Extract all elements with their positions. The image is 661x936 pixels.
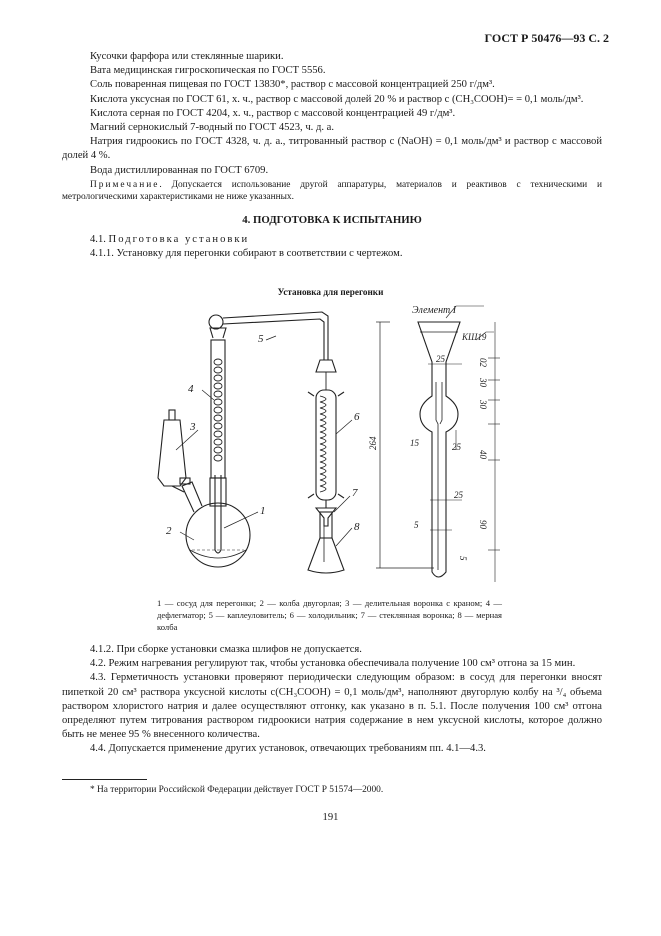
label-1: 1 <box>260 505 266 517</box>
glass-funnel <box>316 508 336 526</box>
label-5: 5 <box>258 333 264 345</box>
dephlegmator <box>210 328 226 478</box>
element-label: Элемент I <box>412 305 457 316</box>
paragraph-4-2: 4.2. Режим нагревания регулируют так, чтобы установка обеспечивала получение 100 см³ отгона за 15 мин. <box>90 658 576 670</box>
page-header: ГОСТ Р 50476—93 С. 2 <box>484 31 609 45</box>
label-2: 2 <box>166 525 172 537</box>
drip-catcher <box>209 312 328 360</box>
note-label: Примечание <box>90 179 160 190</box>
figure-caption: 1 — сосуд для перегонки; 2 — колба двугорлая; 3 — делительная воронка с краном; 4 — дефлегматор; 5 — каплеуловитель; 6 — холодильник; 7 — стеклянная воронка; 8 — мерная колба <box>157 598 502 632</box>
dim-15: 15 <box>410 438 419 448</box>
label-8: 8 <box>354 521 360 533</box>
subsection-heading <box>62 233 602 247</box>
materials-block <box>62 50 602 261</box>
dim-top-width: 25 <box>436 354 445 364</box>
paragraph-4-1-1: 4.1.1. Установку для перегонки собирают в соответствии с чертежом. <box>90 248 403 260</box>
dim-30b: 30 <box>478 400 488 409</box>
apparatus-diagram <box>140 300 500 590</box>
paragraphs-block <box>62 643 602 757</box>
paragraph-4-1-2: 4.1.2. При сборке установки смазка шлифов не допускается. <box>90 644 362 655</box>
footnote-rule <box>62 779 147 780</box>
note-text: . Допускается использование другой аппаратуры, материалов и реактивов с техническими и метрологическими характеристиками не ниже указанных. <box>62 179 602 202</box>
material-item: Кислота серная по ГОСТ 4204, х. ч., раствор с массовой концентрацией 49 г/дм³. <box>90 107 456 119</box>
label-7: 7 <box>352 487 358 499</box>
label-3: 3 <box>190 421 196 433</box>
note <box>62 179 602 203</box>
material-item: Магний сернокислый 7-водный по ГОСТ 4523, ч. д. а. <box>90 122 334 134</box>
part-labels <box>166 333 360 537</box>
dim-264: 264 <box>368 436 378 450</box>
dim-25-low: 25 <box>454 490 463 500</box>
volumetric-flask <box>308 512 344 573</box>
dim-5-bottom: 5 <box>458 556 468 561</box>
element-labels <box>368 305 488 561</box>
paragraph-4-4: 4.4. Допускается применение других установок, отвечающих требованиям пп. 4.1—4.3. <box>90 743 486 755</box>
footnote: * На территории Российской Федерации действует ГОСТ Р 51574—2000. <box>90 785 384 795</box>
dim-40: 40 <box>478 450 488 459</box>
element-detail <box>376 306 500 582</box>
page-number: 191 <box>322 812 339 823</box>
material-item: Кусочки фарфора или стеклянные шарики. <box>90 51 284 62</box>
label-6: 6 <box>354 411 360 423</box>
two-neck-flask <box>182 478 250 567</box>
material-item: Соль поваренная пищевая по ГОСТ 13830*, раствор с массовой концентрацией 250 г/дм³. <box>90 79 495 91</box>
paragraph-4-3: 4.3. Герметичность установки проверяют периодически следующим образом: в сосуд для перегонки вносят пипеткой 20 см³ раствора уксусной кислоты c(CH₃COOH) = 0,1 моль/дм³, наполняют двугорлую колбу на ³/₄ объема раствором хлористого натрия и далее осуществляют отгонку, как указано в п. 5.1. После получения 100 см³ отгона определяют путем титрования раствором гидроокиси натрия содержание в нем уксусной кислоты, которое должно быть не менее 95 % внесенного количества. <box>62 672 602 741</box>
dim-02: 02 <box>478 358 488 367</box>
dim-25-mid: 25 <box>452 442 461 452</box>
dim-30a: 30 <box>478 378 488 387</box>
material-item: Натрия гидроокись по ГОСТ 4328, ч. д. а., титрованный раствор c (NaOH) = 0,1 моль/дм³ и раствор с массовой долей 4 %. <box>62 136 602 162</box>
dim-90: 90 <box>478 520 488 529</box>
figure-title: Установка для перегонки <box>277 287 384 297</box>
condenser <box>308 360 344 508</box>
dim-5-left: 5 <box>414 520 419 530</box>
subsection-number: 4.1. <box>90 234 106 246</box>
subsection-title: Подготовка установки <box>108 234 250 246</box>
ksh-label: КШ19 <box>462 332 487 342</box>
distillation-vessel <box>215 475 221 553</box>
material-item: Вода дистиллированная по ГОСТ 6709. <box>90 164 269 176</box>
separating-funnel <box>158 410 190 492</box>
section-title: 4. ПОДГОТОВКА К ИСПЫТАНИЮ <box>242 213 422 226</box>
material-item: Кислота уксусная по ГОСТ 61, х. ч., раствор с массовой долей 20 % и раствор c (CH₃COOH)= = 0,1 моль/дм³. <box>90 93 584 105</box>
label-4: 4 <box>188 383 194 395</box>
material-item: Вата медицинская гигроскопическая по ГОСТ 5556. <box>90 65 326 77</box>
